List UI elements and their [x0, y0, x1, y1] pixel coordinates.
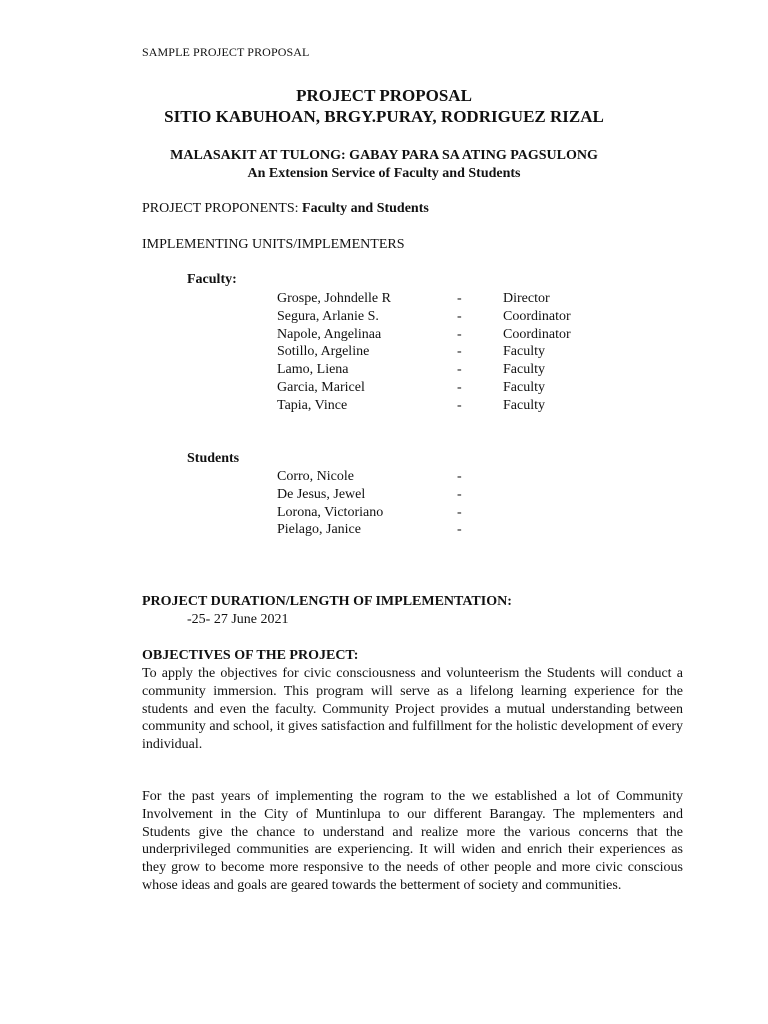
subtitle-line-1: MALASAKIT AT TULONG: GABAY PARA SA ATING PAGSULONG	[170, 148, 598, 163]
roster-row	[0, 309, 768, 327]
member-role: Coordinator	[503, 326, 571, 342]
member-role: Faculty	[503, 344, 545, 360]
member-name: Sotillo, Argeline	[277, 344, 370, 360]
roster-row	[0, 380, 768, 398]
roster-row	[0, 398, 768, 416]
member-name: Lamo, Liena	[277, 362, 349, 378]
member-role: Director	[503, 291, 550, 306]
separator-dash: -	[457, 291, 462, 306]
separator-dash: -	[457, 397, 462, 413]
roster-row	[0, 291, 768, 309]
member-name: De Jesus, Jewel	[277, 486, 366, 502]
roster-row	[0, 327, 768, 345]
background-paragraph: For the past years of implementing the rogram to the we established a lot of Community Involvement in the City of Muntinlupa to our different Barangay. The mplementers and Students give the chance to understand and realize more the various concerns that the underprivileged communities are experiencing. It will widen and enrich their experiences as they grow to become more responsive to the needs of other people and more civic conscious whose ideas and goals are geared towards the betterment of society and communities.	[142, 789, 683, 893]
member-name: Pielago, Janice	[277, 522, 361, 538]
proponents-line	[142, 201, 429, 217]
title-line-1: PROJECT PROPOSAL	[296, 86, 472, 105]
member-name: Lorona, Victoriano	[277, 504, 384, 520]
member-name: Tapia, Vince	[277, 397, 348, 413]
member-name: Grospe, Johndelle R	[277, 291, 391, 306]
students-list	[0, 469, 768, 540]
member-name: Garcia, Maricel	[277, 379, 365, 395]
separator-dash: -	[457, 469, 462, 484]
students-label: Students	[187, 451, 240, 466]
member-name: Napole, Angelinaa	[277, 326, 382, 342]
separator-dash: -	[457, 362, 462, 378]
member-role: Faculty	[503, 362, 545, 378]
faculty-list	[0, 291, 768, 416]
subtitle-line-2: An Extension Service of Faculty and Students	[247, 166, 521, 181]
member-role: Faculty	[503, 397, 545, 413]
duration-value: -25- 27 June 2021	[187, 612, 289, 627]
separator-dash: -	[457, 344, 462, 360]
separator-dash: -	[457, 504, 462, 520]
proponents-value: Faculty and Students	[302, 201, 429, 216]
separator-dash: -	[457, 308, 462, 324]
roster-row	[0, 505, 768, 523]
separator-dash: -	[457, 379, 462, 395]
separator-dash: -	[457, 486, 462, 502]
member-name: Segura, Arlanie S.	[277, 308, 379, 324]
member-role: Coordinator	[503, 308, 571, 324]
separator-dash: -	[457, 326, 462, 342]
separator-dash: -	[457, 522, 462, 538]
roster-row	[0, 362, 768, 380]
roster-row	[0, 344, 768, 362]
implementers-heading: IMPLEMENTING UNITS/IMPLEMENTERS	[142, 237, 405, 252]
title-line-2: SITIO KABUHOAN, BRGY.PURAY, RODRIGUEZ RIZAL	[164, 107, 604, 126]
roster-row	[0, 469, 768, 487]
header-note: SAMPLE PROJECT PROPOSAL	[142, 45, 310, 59]
member-name: Corro, Nicole	[277, 469, 354, 484]
objectives-heading: OBJECTIVES OF THE PROJECT:	[142, 648, 359, 663]
duration-heading: PROJECT DURATION/LENGTH OF IMPLEMENTATION:	[142, 594, 512, 609]
roster-row	[0, 487, 768, 505]
member-role: Faculty	[503, 379, 545, 395]
proponents-label: PROJECT PROPONENTS:	[142, 201, 299, 216]
faculty-label: Faculty:	[187, 272, 237, 287]
roster-row	[0, 522, 768, 540]
objectives-paragraph: To apply the objectives for civic consciousness and volunteerism the Students will conduct a community immersion. This program will serve as a lifelong learning experience for the students and even the faculty. Community Project provides a mutual understanding between community and school, it gives satisfaction and fulfillment for the holistic development of every individual.	[142, 666, 683, 753]
